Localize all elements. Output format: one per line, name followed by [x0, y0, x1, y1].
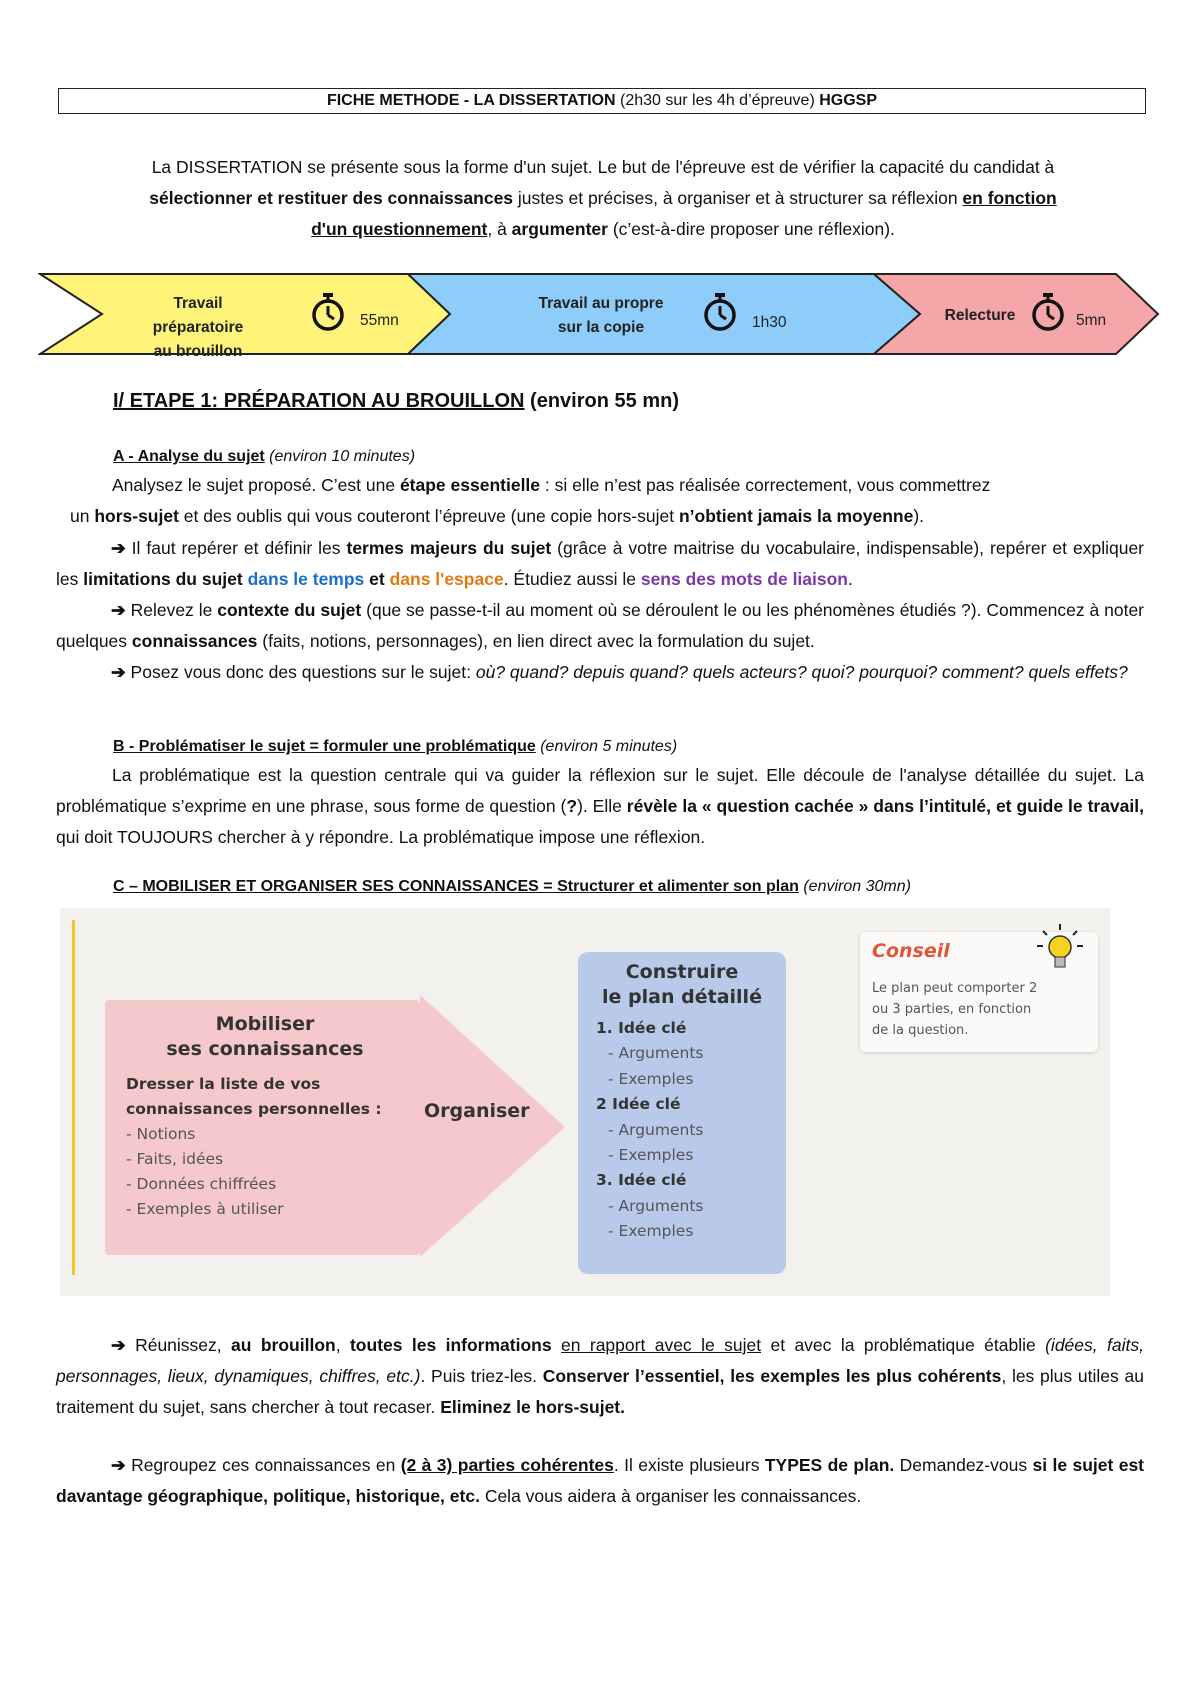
stage-3-time: 5mn [1076, 312, 1107, 329]
part-b-heading: B - Problématiser le sujet = formuler une problématique (environ 5 minutes) [113, 738, 678, 755]
stage-2-label: Travail au propre sur la copie [538, 295, 664, 336]
intro-line-2: sélectionner et restituer des connaissances justes et précises, à organiser et à structurer sa réflexion en fonction [149, 188, 1057, 208]
reunissez-paragraph: ➔ Réunissez, au brouillon, toutes les informations en rapport avec le sujet et avec la problématique établie (idées, faits, personnages, lieux, dynamiques, chiffres, etc.). Puis triez-les. Conserver l’essentiel, les exemples les plus cohérents, les plus utiles au traitement du sujet, sans chercher à tout recaser. Eliminez le hors-sujet. [56, 1335, 1144, 1417]
regroupez-paragraph: ➔ Regroupez ces connaissances en (2 à 3) parties cohérentes. Il existe plusieurs TYPES de plan. Demandez-vous si le sujet est davantage géographique, politique, historique, etc. Cela vous aidera à organiser les connaissances. [56, 1455, 1145, 1506]
figure-yellow-bar [72, 920, 75, 1275]
list-item: 3. Idée clé [596, 1171, 687, 1190]
organiser-arrow [420, 995, 570, 1260]
list-item: - Données chiffrées [126, 1175, 277, 1193]
list-item: - Exemples à utiliser [126, 1200, 284, 1218]
list-item: - Arguments [608, 1044, 704, 1063]
list-item: - Arguments [608, 1120, 704, 1139]
list-item: - Faits, idées [126, 1150, 224, 1168]
part-a-heading: A - Analyse du sujet (environ 10 minutes) [113, 448, 416, 465]
section-1-heading: I/ ETAPE 1: PRÉPARATION AU BROUILLON (environ 55 mn) [113, 390, 679, 412]
part-a-bullet-1: ➔ Il faut repérer et définir les termes majeurs du sujet (grâce à votre maitrise du vocabulaire, indispensable), repérer et expliquer les limitations du sujet dans le temps et dans l'espace. Étudiez aussi le sens des mots de liaison. [56, 538, 1144, 589]
plan-detaille-list [596, 1016, 704, 1245]
lightbulb-icon [1035, 922, 1085, 976]
arrow-icon: ➔ [111, 600, 126, 620]
mobiliser-title: Mobiliser ses connaissances [166, 1013, 364, 1060]
part-a-bullet-3: ➔ Posez vous donc des questions sur le sujet: où? quand? depuis quand? quels acteurs? quoi? pourquoi? comment? quels effets? [111, 662, 1128, 682]
title-subject: HGGSP [819, 92, 878, 109]
part-a-bullet-2: ➔ Relevez le contexte du sujet (que se passe-t-il au moment où se déroulent le ou les phénomènes étudiés ?). Commencez à noter quelques connaissances (faits, notions, personnages), en lien direct avec la formulation du sujet. [56, 600, 1144, 651]
arrow-icon: ➔ [111, 662, 126, 682]
list-item: - Exemples [608, 1069, 694, 1088]
stopwatch-icon [1030, 292, 1066, 332]
stage-3-label: Relecture [944, 307, 1016, 324]
mobiliser-list [126, 1122, 284, 1222]
stopwatch-icon [702, 292, 738, 332]
list-item: - Notions [126, 1125, 196, 1143]
intro-line-3: d'un questionnement, à argumenter (c’est-à-dire proposer une réflexion). [311, 219, 895, 239]
part-a-intro: Analysez le sujet proposé. C’est une étape essentielle : si elle n’est pas réalisée correctement, vous commettrez un hors-sujet et des oublis qui vous couteront l’épreuve (une copie hors-sujet n’obtient jamais la moyenne). [70, 475, 991, 526]
list-item: - Exemples [608, 1146, 694, 1165]
list-item: - Arguments [608, 1196, 704, 1215]
list-item: 1. Idée clé [596, 1019, 687, 1037]
title-main: FICHE METHODE - LA DISSERTATION [326, 92, 616, 109]
intro-line-1: La DISSERTATION se présente sous la forme d'un sujet. Le but de l'épreuve est de vérifier la capacité du candidat à [151, 157, 1055, 177]
mobiliser-subtitle: Dresser la liste de vos connaissances personnelles : [126, 1075, 382, 1118]
arrow-icon: ➔ [111, 538, 126, 558]
conseil-text: Le plan peut comporter 2 ou 3 parties, en fonction de la question. [872, 981, 1038, 1038]
intro-paragraph [58, 152, 1148, 245]
stage-1-label: Travail préparatoire au brouillon [152, 295, 244, 360]
title-duration: (2h30 sur les 4h d’épreuve) [620, 92, 815, 109]
conseil-title: Conseil [872, 940, 950, 962]
list-item: - Exemples [608, 1222, 694, 1241]
part-c-heading: C – MOBILISER ET ORGANISER SES CONNAISSANCES = Structurer et alimenter son plan (environ 30mn) [113, 878, 911, 895]
part-b-paragraph: La problématique est la question centrale qui va guider la réflexion sur le sujet. Elle découle de l'analyse détaillée du sujet. La problématique s’exprime en une phrase, sous forme de question (?). Elle révèle la « question cachée » dans l’intitulé, et guide le travail, qui doit TOUJOURS chercher à y répondre. La problématique impose une réflexion. [56, 765, 1144, 847]
stage-2-time: 1h30 [752, 314, 787, 331]
stage-1-time: 55mn [360, 312, 399, 329]
plan-detaille-title: Construire le plan détaillé [602, 961, 762, 1008]
arrow-icon: ➔ [111, 1455, 126, 1475]
list-item: 2 Idée clé [596, 1095, 681, 1114]
title-box [58, 88, 1146, 114]
organiser-label: Organiser [424, 1100, 530, 1122]
stopwatch-icon [310, 292, 346, 332]
arrow-icon: ➔ [111, 1335, 126, 1355]
